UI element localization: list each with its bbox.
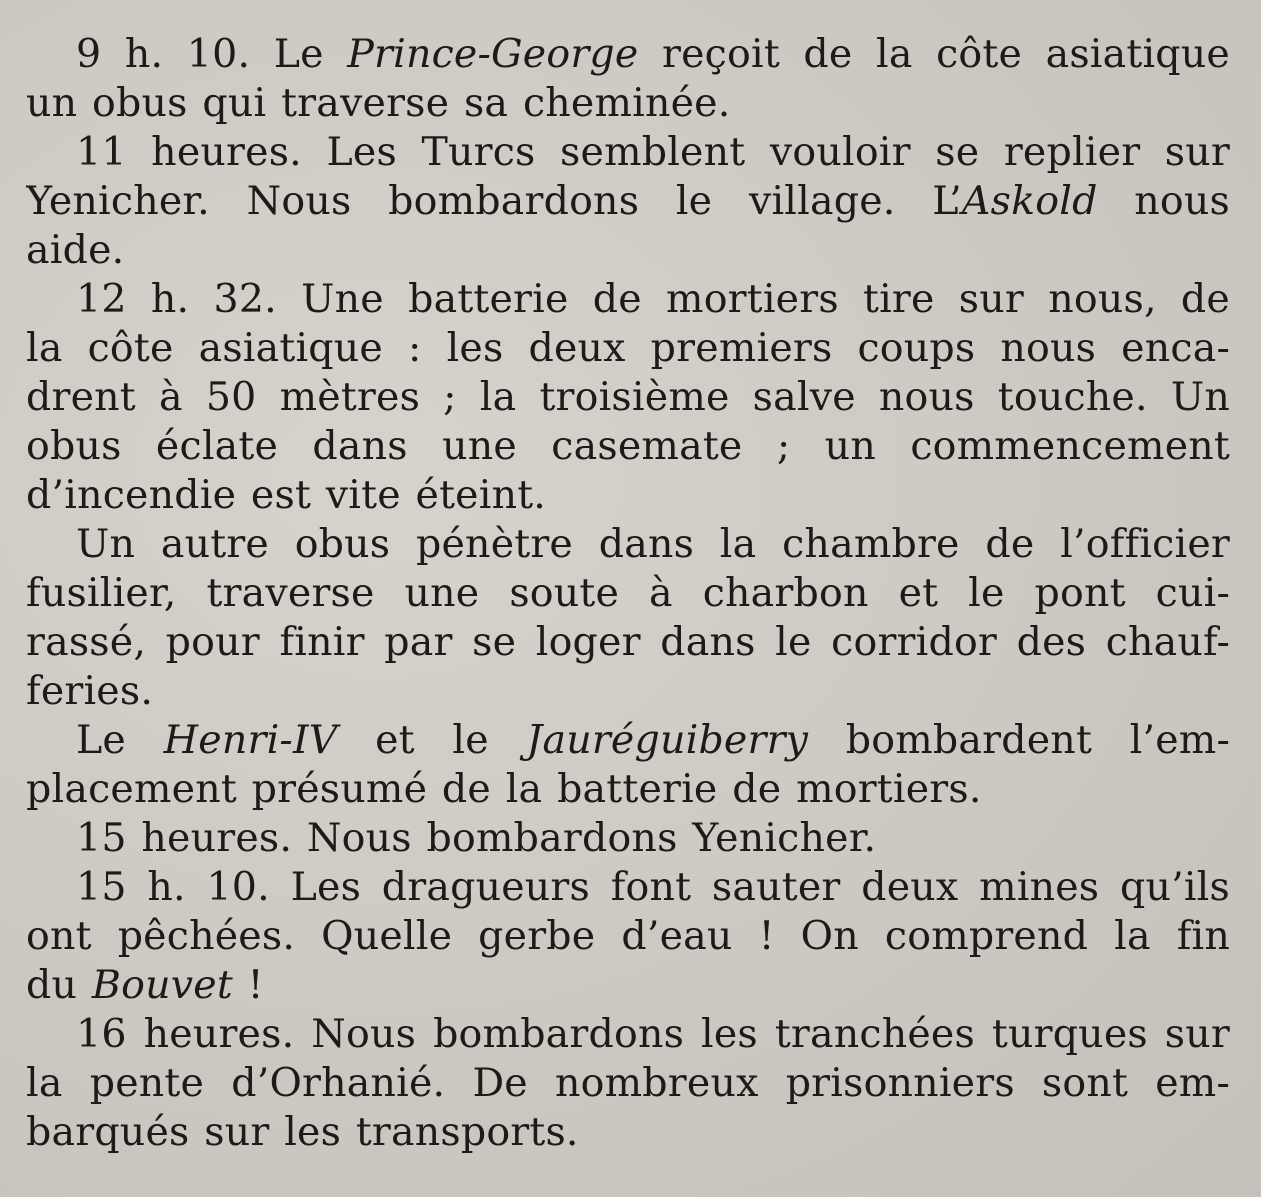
text-line [26,1059,1230,1108]
text-line [26,324,1230,373]
text-run: nous [1097,178,1230,224]
text-run: la côte asiatique : les deux premiers coups nous enca- [26,325,1230,371]
text-line [26,569,1230,618]
text-run: feries. [26,668,154,714]
paragraph [26,128,1230,275]
text-run: 11 heures. Les Turcs semblent vouloir se replier sur [76,129,1230,175]
text-line [26,863,1230,912]
paragraph [26,814,1230,863]
text-run: et le [337,717,527,763]
ship-name: Prince-George [347,31,639,77]
text-run: 15 heures. Nous bombardons Yenicher. [76,815,877,861]
text-line [26,1108,1230,1157]
text-run: la pente d’Orhanié. De nombreux prisonniers sont em- [26,1060,1230,1106]
text-line [26,79,1230,128]
text-line [26,177,1230,226]
text-run: ont pêchées. Quelle gerbe d’eau ! On comprend la fin [26,913,1230,959]
text-run: reçoit de la côte asiatique [638,31,1230,77]
text-run: ! [232,962,264,1008]
text-line [26,226,1230,275]
text-line [26,716,1230,765]
text-line [26,765,1230,814]
text-run: bombardent l’em- [808,717,1230,763]
paragraph [26,716,1230,814]
text-line [26,471,1230,520]
text-run: d’incendie est vite éteint. [26,472,547,518]
paragraph [26,30,1230,128]
paragraph [26,863,1230,1010]
text-run: drent à 50 mètres ; la troisième salve nous touche. Un [26,374,1230,420]
page-text [26,30,1230,1157]
text-line [26,667,1230,716]
paragraph [26,1010,1230,1157]
text-run: Un autre obus pénètre dans la chambre de l’officier [76,521,1230,567]
text-line [26,814,1230,863]
text-run: Le [76,717,164,763]
text-run: 16 heures. Nous bombardons les tranchées turques sur [76,1011,1230,1057]
ship-name: Jauréguiberry [526,717,809,763]
text-line [26,275,1230,324]
text-line [26,961,1230,1010]
text-run: du [26,962,92,1008]
text-line [26,1010,1230,1059]
ship-name: Askold [961,178,1098,224]
text-run: 15 h. 10. Les dragueurs font sauter deux mines qu’ils [76,864,1230,910]
paragraph [26,520,1230,716]
text-run: rassé, pour finir par se loger dans le corridor des chauf- [26,619,1230,665]
text-line [26,520,1230,569]
text-line [26,912,1230,961]
text-line [26,30,1230,79]
text-run: placement présumé de la batterie de mortiers. [26,766,982,812]
text-line [26,128,1230,177]
text-line [26,373,1230,422]
text-run: aide. [26,227,125,273]
text-line [26,422,1230,471]
ship-name: Bouvet [91,962,233,1008]
text-run: un obus qui traverse sa cheminée. [26,80,731,126]
text-run: 12 h. 32. Une batterie de mortiers tire sur nous, de [76,276,1230,322]
text-line [26,618,1230,667]
text-run: obus éclate dans une casemate ; un commencement [26,423,1230,469]
text-run: barqués sur les transports. [26,1109,579,1155]
text-run: Yenicher. Nous bombardons le village. L’ [26,178,962,224]
ship-name: Henri-IV [163,717,338,763]
text-run: fusilier, traverse une soute à charbon et le pont cui- [26,570,1230,616]
text-run: 9 h. 10. Le [76,31,348,77]
paragraph [26,275,1230,520]
